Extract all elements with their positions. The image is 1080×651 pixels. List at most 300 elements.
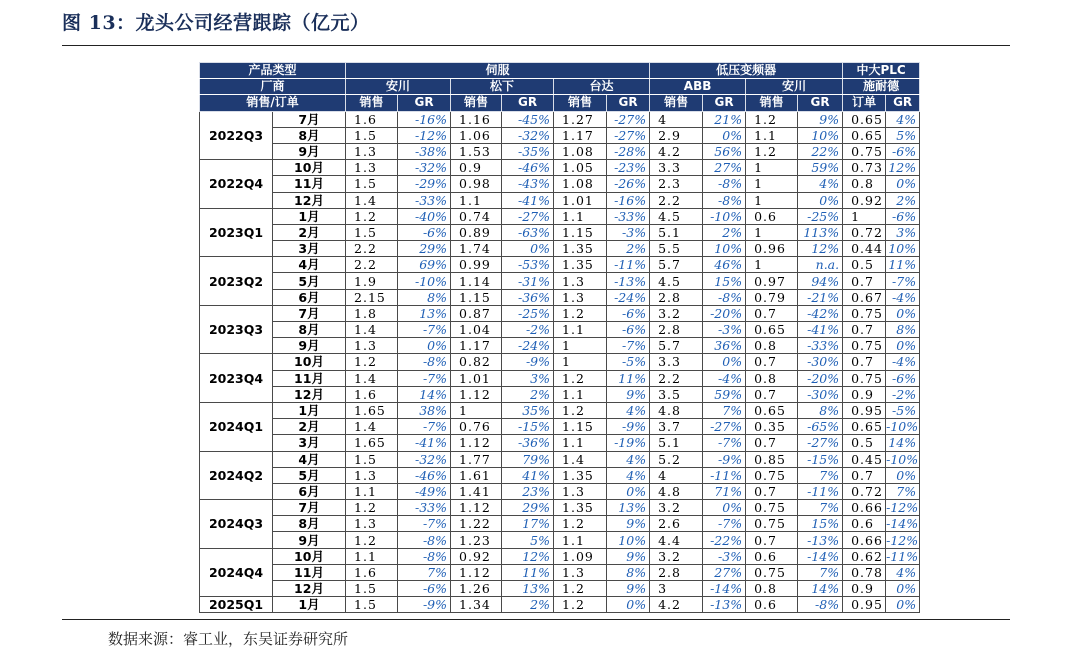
growth-cell: -16% (398, 111, 451, 127)
growth-cell: -13% (703, 597, 746, 613)
growth-cell: 14% (886, 435, 920, 451)
value-cell: 1.77 (451, 451, 502, 467)
growth-cell: 2% (607, 241, 650, 257)
growth-cell: -41% (502, 192, 554, 208)
month-label: 9月 (273, 143, 346, 159)
value-cell: 0.96 (746, 241, 798, 257)
value-cell: 0.65 (843, 127, 886, 143)
value-cell: 1.2 (554, 370, 607, 386)
growth-cell: -9% (607, 419, 650, 435)
growth-cell: 4% (886, 564, 920, 580)
value-cell: 2.8 (650, 322, 703, 338)
value-cell: 1.12 (451, 386, 502, 402)
month-label: 8月 (273, 322, 346, 338)
growth-cell: -14% (798, 548, 843, 564)
value-cell: 2.6 (650, 516, 703, 532)
table-row (200, 419, 920, 435)
growth-cell: -11% (886, 548, 919, 564)
growth-cell: 9% (607, 516, 650, 532)
growth-cell: -30% (798, 386, 843, 402)
value-cell: 0.99 (451, 257, 502, 273)
value-cell: 0.5 (843, 257, 886, 273)
growth-cell: -6% (886, 143, 920, 159)
growth-cell: -53% (502, 257, 554, 273)
value-cell: 1.4 (554, 451, 607, 467)
value-cell: 1 (746, 160, 798, 176)
value-cell: 5.5 (650, 241, 703, 257)
value-cell: 4.2 (650, 597, 703, 613)
growth-cell: 7% (798, 467, 843, 483)
growth-cell: 14% (798, 581, 843, 597)
value-cell: 1.22 (451, 516, 502, 532)
value-cell: 0.6 (843, 516, 886, 532)
value-cell: 0.75 (746, 516, 798, 532)
month-label: 3月 (273, 241, 346, 257)
table-row (200, 370, 920, 386)
growth-cell: -26% (607, 176, 650, 192)
value-cell: 1.41 (451, 483, 502, 499)
growth-cell: -10% (886, 451, 919, 467)
growth-cell: 8% (798, 402, 843, 418)
header-product-type: 产品类型 (200, 63, 346, 79)
value-cell: 1.35 (554, 241, 607, 257)
growth-cell: -31% (502, 273, 554, 289)
table-row (200, 354, 920, 370)
value-cell: 5.7 (650, 338, 703, 354)
value-cell: 0.95 (843, 402, 886, 418)
value-cell: 1.3 (346, 338, 398, 354)
value-cell: 5.7 (650, 257, 703, 273)
value-cell: 4 (650, 111, 703, 127)
growth-cell: -15% (502, 419, 554, 435)
growth-cell: -42% (798, 305, 843, 321)
top-rule (62, 45, 1010, 46)
value-cell: 0.7 (746, 532, 798, 548)
growth-cell: -6% (398, 581, 451, 597)
growth-cell: -27% (502, 208, 554, 224)
value-cell: 2.15 (346, 289, 398, 305)
header-metric: GR (798, 95, 843, 111)
value-cell: 0.76 (451, 419, 502, 435)
month-label: 2月 (273, 419, 346, 435)
table-row (200, 451, 920, 467)
value-cell: 1.1 (554, 322, 607, 338)
value-cell: 1.05 (554, 160, 607, 176)
growth-cell: -46% (502, 160, 554, 176)
growth-cell: -3% (607, 224, 650, 240)
source-note: 数据来源：睿工业，东吴证券研究所 (108, 630, 349, 648)
table-row (200, 111, 920, 127)
value-cell: 0.5 (843, 435, 886, 451)
header-metric: GR (398, 95, 451, 111)
value-cell: 5.1 (650, 435, 703, 451)
value-cell: 1.35 (554, 467, 607, 483)
value-cell: 0.98 (451, 176, 502, 192)
growth-cell: 35% (502, 402, 554, 418)
quarter-label: 2023Q2 (200, 257, 273, 306)
header-vendor-delta: 台达 (554, 79, 650, 95)
growth-cell: 113% (798, 224, 843, 240)
growth-cell: 4% (886, 111, 920, 127)
growth-cell: -9% (398, 597, 451, 613)
value-cell: 4.2 (650, 143, 703, 159)
value-cell: 1.5 (346, 451, 398, 467)
value-cell: 1.2 (554, 581, 607, 597)
value-cell: 1.15 (554, 224, 607, 240)
growth-cell: 12% (798, 241, 843, 257)
growth-cell: -41% (398, 435, 451, 451)
month-label: 4月 (273, 257, 346, 273)
growth-cell: -8% (703, 176, 746, 192)
value-cell: 1.26 (451, 581, 502, 597)
value-cell: 1.01 (451, 370, 502, 386)
growth-cell: -8% (798, 597, 843, 613)
value-cell: 2.2 (650, 192, 703, 208)
value-cell: 0.75 (746, 564, 798, 580)
growth-cell: -23% (607, 160, 650, 176)
growth-cell: 3% (886, 224, 920, 240)
growth-cell: -8% (703, 289, 746, 305)
value-cell: 0.92 (451, 548, 502, 564)
growth-cell: 2% (703, 224, 746, 240)
growth-cell: -33% (607, 208, 650, 224)
growth-cell: -11% (798, 483, 843, 499)
growth-cell: 9% (607, 581, 650, 597)
header-sales-orders: 销售/订单 (200, 95, 346, 111)
value-cell: 2.2 (346, 241, 398, 257)
growth-cell: -27% (607, 111, 650, 127)
value-cell: 1.5 (346, 224, 398, 240)
value-cell: 0.72 (843, 483, 886, 499)
table-row (200, 581, 920, 597)
growth-cell: 29% (398, 241, 451, 257)
value-cell: 1.2 (346, 500, 398, 516)
growth-cell: -8% (398, 354, 451, 370)
growth-cell: -25% (502, 305, 554, 321)
month-label: 12月 (273, 386, 346, 402)
value-cell: 0.7 (843, 467, 886, 483)
value-cell: 0.67 (843, 289, 886, 305)
growth-cell: 10% (703, 241, 746, 257)
growth-cell: -11% (607, 257, 650, 273)
growth-cell: 2% (502, 386, 554, 402)
growth-cell: 17% (502, 516, 554, 532)
table-row (200, 532, 920, 548)
value-cell: 1.2 (554, 516, 607, 532)
table-row (200, 402, 920, 418)
growth-cell: 0% (398, 338, 451, 354)
value-cell: 1.5 (346, 127, 398, 143)
value-cell: 0.65 (746, 322, 798, 338)
growth-cell: -45% (502, 111, 554, 127)
table-row (200, 305, 920, 321)
growth-cell: -5% (886, 402, 920, 418)
growth-cell: -7% (607, 338, 650, 354)
growth-cell: 13% (502, 581, 554, 597)
value-cell: 0.95 (843, 597, 886, 613)
value-cell: 3.7 (650, 419, 703, 435)
growth-cell: -32% (398, 451, 451, 467)
table-row (200, 176, 920, 192)
value-cell: 0.8 (843, 176, 886, 192)
growth-cell: -49% (398, 483, 451, 499)
value-cell: 2.8 (650, 564, 703, 580)
value-cell: 1.23 (451, 532, 502, 548)
value-cell: 0.75 (843, 370, 886, 386)
value-cell: 1.15 (554, 419, 607, 435)
growth-cell: 94% (798, 273, 843, 289)
growth-cell: 79% (502, 451, 554, 467)
growth-cell: 0% (886, 176, 920, 192)
growth-cell: -7% (398, 370, 451, 386)
growth-cell: -46% (398, 467, 451, 483)
growth-cell: -30% (798, 354, 843, 370)
table-row (200, 160, 920, 176)
quarter-label: 2024Q3 (200, 500, 273, 549)
value-cell: 1.3 (554, 564, 607, 580)
growth-cell: 0% (703, 127, 746, 143)
value-cell: 0.7 (746, 386, 798, 402)
growth-cell: 0% (502, 241, 554, 257)
value-cell: 1.1 (554, 208, 607, 224)
table-row (200, 273, 920, 289)
value-cell: 0.9 (843, 581, 886, 597)
value-cell: 1.1 (554, 532, 607, 548)
value-cell: 1.08 (554, 176, 607, 192)
growth-cell: 8% (886, 322, 920, 338)
growth-cell: 14% (398, 386, 451, 402)
growth-cell: 4% (798, 176, 843, 192)
growth-cell: 23% (502, 483, 554, 499)
growth-cell: 7% (798, 564, 843, 580)
value-cell: 1.4 (346, 192, 398, 208)
growth-cell: -33% (398, 500, 451, 516)
growth-cell: 4% (607, 402, 650, 418)
value-cell: 3 (650, 581, 703, 597)
value-cell: 1.2 (554, 305, 607, 321)
growth-cell: -3% (703, 322, 746, 338)
value-cell: 0.8 (746, 370, 798, 386)
growth-cell: 0% (607, 597, 650, 613)
growth-cell: 12% (502, 548, 554, 564)
month-label: 10月 (273, 548, 346, 564)
value-cell: 0.7 (843, 322, 886, 338)
header-metric: 销售 (451, 95, 502, 111)
value-cell: 0.62 (843, 548, 886, 564)
table-row (200, 483, 920, 499)
value-cell: 4 (650, 467, 703, 483)
value-cell: 0.65 (843, 111, 886, 127)
value-cell: 1.06 (451, 127, 502, 143)
value-cell: 0.72 (843, 224, 886, 240)
value-cell: 3.3 (650, 354, 703, 370)
bottom-rule (62, 619, 1010, 620)
growth-cell: 3% (502, 370, 554, 386)
value-cell: 0.9 (451, 160, 502, 176)
growth-cell: 59% (703, 386, 746, 402)
growth-cell: 21% (703, 111, 746, 127)
growth-cell: 0% (886, 338, 920, 354)
growth-cell: -15% (798, 451, 843, 467)
value-cell: 1.1 (746, 127, 798, 143)
growth-cell: n.a. (798, 257, 843, 273)
value-cell: 2.2 (346, 257, 398, 273)
growth-cell: 27% (703, 564, 746, 580)
value-cell: 1 (554, 338, 607, 354)
growth-cell: -16% (607, 192, 650, 208)
growth-cell: 69% (398, 257, 451, 273)
value-cell: 1.8 (346, 305, 398, 321)
month-label: 10月 (273, 354, 346, 370)
header-vendor: 厂商 (200, 79, 346, 95)
value-cell: 0.7 (843, 273, 886, 289)
growth-cell: -7% (398, 516, 451, 532)
header-mid-large-plc: 中大PLC (843, 63, 920, 79)
growth-cell: 0% (886, 467, 920, 483)
value-cell: 3.5 (650, 386, 703, 402)
value-cell: 1.2 (746, 143, 798, 159)
value-cell: 1.3 (554, 289, 607, 305)
header-metric: 销售 (554, 95, 607, 111)
header-metric: GR (703, 95, 746, 111)
header-metric: GR (502, 95, 554, 111)
table-row (200, 289, 920, 305)
table-row (200, 322, 920, 338)
table-row (200, 467, 920, 483)
value-cell: 1.12 (451, 435, 502, 451)
value-cell: 0.45 (843, 451, 886, 467)
value-cell: 0.8 (746, 581, 798, 597)
value-cell: 1.35 (554, 257, 607, 273)
quarter-label: 2023Q1 (200, 208, 273, 257)
value-cell: 1.1 (346, 548, 398, 564)
value-cell: 1.61 (451, 467, 502, 483)
value-cell: 0.65 (843, 419, 886, 435)
value-cell: 1.17 (554, 127, 607, 143)
value-cell: 1.53 (451, 143, 502, 159)
table-row (200, 500, 920, 516)
value-cell: 1.3 (346, 467, 398, 483)
growth-cell: 11% (607, 370, 650, 386)
value-cell: 1.2 (554, 402, 607, 418)
quarter-label: 2023Q3 (200, 305, 273, 354)
header-vendor-abb: ABB (650, 79, 746, 95)
value-cell: 1.5 (346, 597, 398, 613)
growth-cell: -10% (703, 208, 746, 224)
value-cell: 1.35 (554, 500, 607, 516)
month-label: 6月 (273, 289, 346, 305)
growth-cell: -8% (398, 532, 451, 548)
table-row (200, 516, 920, 532)
table-row (200, 143, 920, 159)
value-cell: 4.4 (650, 532, 703, 548)
value-cell: 1.12 (451, 564, 502, 580)
growth-cell: 71% (703, 483, 746, 499)
growth-cell: -38% (398, 143, 451, 159)
growth-cell: 8% (607, 564, 650, 580)
month-label: 11月 (273, 176, 346, 192)
value-cell: 1.3 (346, 516, 398, 532)
value-cell: 1.1 (554, 386, 607, 402)
growth-cell: -35% (502, 143, 554, 159)
value-cell: 0.7 (746, 305, 798, 321)
value-cell: 0.97 (746, 273, 798, 289)
growth-cell: -6% (607, 305, 650, 321)
growth-cell: 11% (886, 257, 920, 273)
value-cell: 0.35 (746, 419, 798, 435)
value-cell: 1.5 (346, 176, 398, 192)
value-cell: 1.5 (346, 581, 398, 597)
value-cell: 0.82 (451, 354, 502, 370)
value-cell: 0.7 (843, 354, 886, 370)
value-cell: 0.6 (746, 208, 798, 224)
growth-cell: -43% (502, 176, 554, 192)
value-cell: 3.3 (650, 160, 703, 176)
header-vendor-panasonic: 松下 (451, 79, 554, 95)
growth-cell: -33% (798, 338, 843, 354)
growth-cell: 9% (607, 548, 650, 564)
growth-cell: -12% (398, 127, 451, 143)
growth-cell: -8% (398, 548, 451, 564)
header-metric: GR (886, 95, 920, 111)
header-metric: 销售 (346, 95, 398, 111)
table-row (200, 564, 920, 580)
growth-cell: -36% (502, 435, 554, 451)
value-cell: 3.2 (650, 548, 703, 564)
growth-cell: -21% (798, 289, 843, 305)
month-label: 4月 (273, 451, 346, 467)
month-label: 8月 (273, 127, 346, 143)
value-cell: 1.6 (346, 111, 398, 127)
header-vendor-yaskawa-inverter: 安川 (746, 79, 843, 95)
growth-cell: -33% (398, 192, 451, 208)
table-row (200, 338, 920, 354)
growth-cell: -9% (703, 451, 746, 467)
value-cell: 1 (843, 208, 886, 224)
month-label: 5月 (273, 467, 346, 483)
table-row (200, 208, 920, 224)
growth-cell: -7% (398, 322, 451, 338)
growth-cell: 10% (798, 127, 843, 143)
quarter-label: 2024Q2 (200, 451, 273, 500)
value-cell: 1.08 (554, 143, 607, 159)
growth-cell: -4% (886, 354, 920, 370)
table-row (200, 435, 920, 451)
month-label: 12月 (273, 192, 346, 208)
growth-cell: -28% (607, 143, 650, 159)
value-cell: 1.34 (451, 597, 502, 613)
growth-cell: 5% (502, 532, 554, 548)
value-cell: 0.44 (843, 241, 886, 257)
growth-cell: -63% (502, 224, 554, 240)
growth-cell: -27% (798, 435, 843, 451)
value-cell: 1.3 (346, 143, 398, 159)
value-cell: 1.01 (554, 192, 607, 208)
month-label: 7月 (273, 305, 346, 321)
growth-cell: -27% (607, 127, 650, 143)
header-metric: 订单 (843, 95, 886, 111)
value-cell: 3.2 (650, 305, 703, 321)
growth-cell: 27% (703, 160, 746, 176)
growth-cell: -9% (502, 354, 554, 370)
growth-cell: -32% (398, 160, 451, 176)
growth-cell: 4% (607, 467, 650, 483)
value-cell: 1 (746, 192, 798, 208)
value-cell: 0.75 (746, 500, 798, 516)
growth-cell: 0% (703, 500, 746, 516)
growth-cell: 41% (502, 467, 554, 483)
growth-cell: 29% (502, 500, 554, 516)
